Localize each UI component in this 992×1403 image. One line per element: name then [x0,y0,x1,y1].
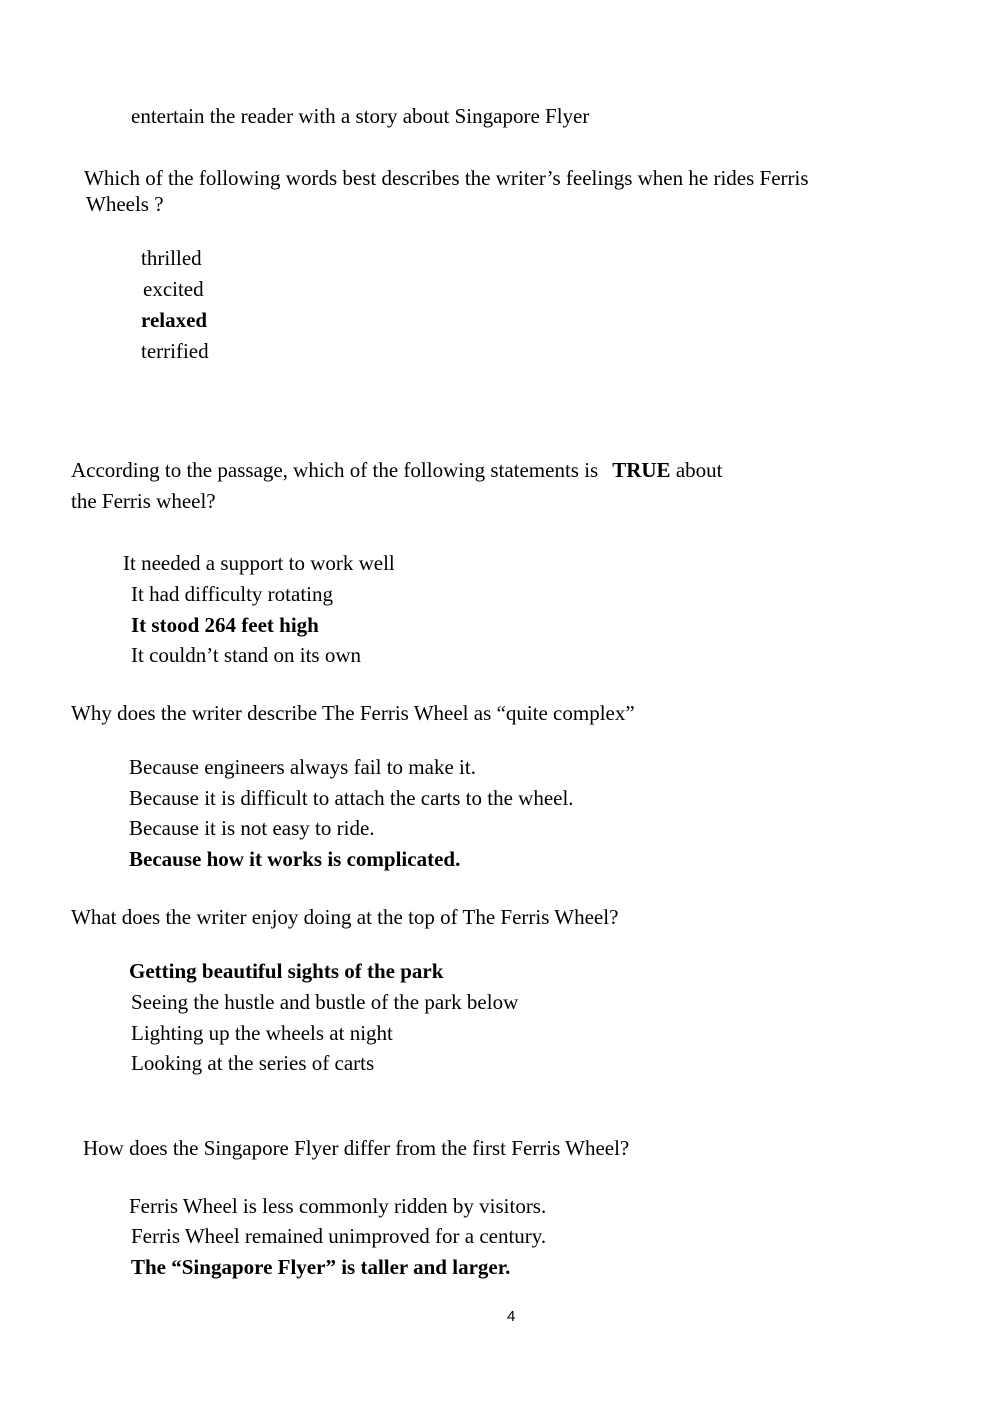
question-2-line-1-post: about [675,458,723,482]
question-5-option-3-answer: The “Singapore Flyer” is taller and larger. [131,1255,511,1279]
question-2-line-1-pre: According to the passage, which of the following statements is [71,458,599,482]
question-3-option-1: Because engineers always fail to make it. [129,755,476,779]
question-5-option-1: Ferris Wheel is less commonly ridden by visitors. [129,1194,547,1218]
question-3-option-4-answer: Because how it works is complicated. [129,847,461,871]
question-3-option-3: Because it is not easy to ride. [129,816,375,840]
question-1-line-2: Wheels ? [86,192,164,216]
question-5-option-2: Ferris Wheel remained unimproved for a century. [131,1224,547,1248]
question-4-line-1: What does the writer enjoy doing at the top of The Ferris Wheel? [71,905,619,929]
question-1-option-3-answer: relaxed [141,308,208,332]
page-number: 4 [507,1308,516,1325]
question-4-option-3: Lighting up the wheels at night [131,1021,393,1045]
question-2-option-4: It couldn’t stand on its own [131,643,362,667]
question-1-line-1: Which of the following words best describes the writer’s feelings when he rides Ferris [84,166,809,190]
question-2-emphasis: TRUE [612,458,671,482]
question-4-option-1-answer: Getting beautiful sights of the park [129,959,444,983]
question-2-option-2: It had difficulty rotating [131,582,333,606]
previous-option-text: entertain the reader with a story about Singapore Flyer [131,104,590,128]
question-4-option-4: Looking at the series of carts [131,1051,375,1075]
question-2-option-3-answer: It stood 264 feet high [131,613,319,637]
question-2-line-1 [71,457,722,483]
question-3-line-1: Why does the writer describe The Ferris Wheel as “quite complex” [71,701,635,725]
question-2-option-1: It needed a support to work well [123,551,395,575]
question-1-option-1: thrilled [141,246,202,270]
question-5-line-1: How does the Singapore Flyer differ from the first Ferris Wheel? [83,1136,630,1160]
question-3-option-2: Because it is difficult to attach the carts to the wheel. [129,786,574,810]
question-1-option-4: terrified [141,339,209,363]
question-2-line-2: the Ferris wheel? [71,489,216,513]
question-1-option-2: excited [143,277,204,301]
question-4-option-2: Seeing the hustle and bustle of the park below [131,990,519,1014]
